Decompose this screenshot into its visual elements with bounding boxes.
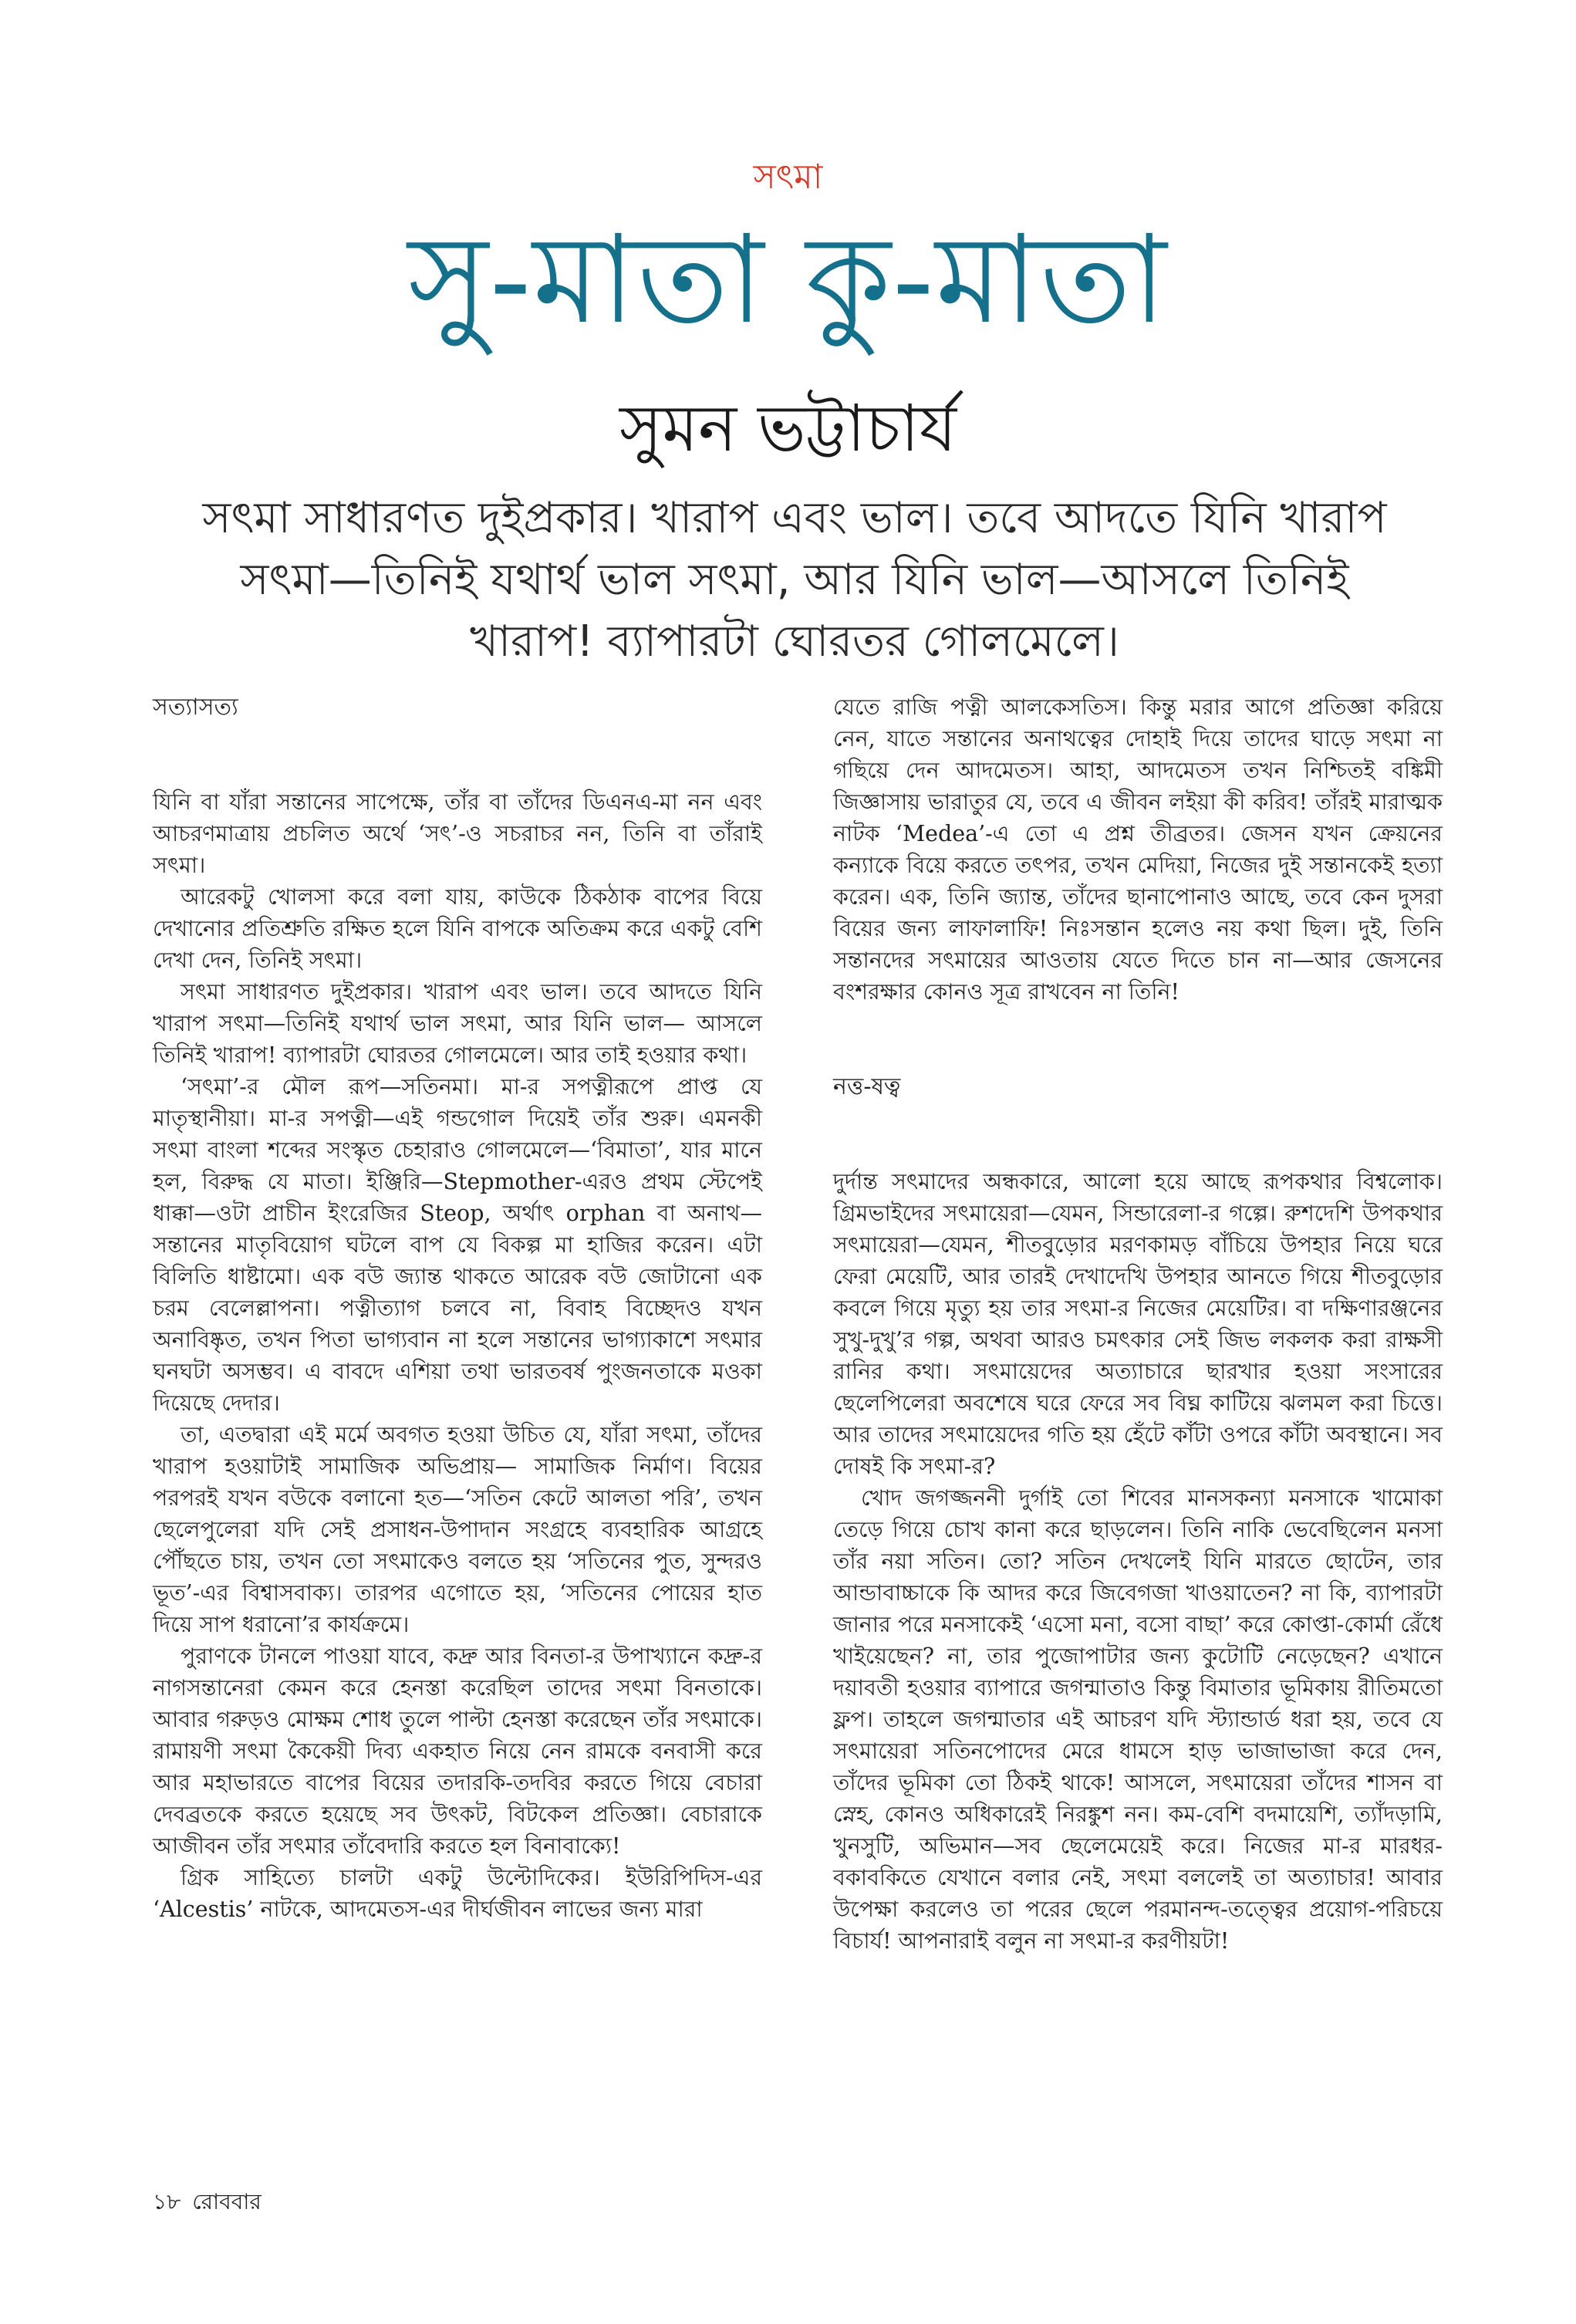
article-title: সু-মাতা কু-মাতা: [407, 209, 1169, 351]
page-footer: [153, 2185, 262, 2221]
paragraph: সৎমা সাধারণত দুইপ্রকার। খারাপ এবং ভাল। তবে আদতে যিনি খারাপ সৎমা—তিনিই যথার্থ ভাল সৎমা, আর যিনি ভাল— আসলে তিনিই খারাপ! ব্যাপারটা ঘোরতর গোলমেলে। আর তাই হওয়ার কথা।: [153, 979, 762, 1068]
left-subhead: সত্যাসত্য: [153, 694, 238, 721]
article-author: সুমন ভট্টাচার্য: [619, 390, 957, 466]
paragraph: দুর্দান্ত সৎমাদের অন্ধকারে, আলো হয়ে আছে রূপকথার বিশ্বলোক। গ্রিমভাইদের সৎমায়েরা—যেমন, সিন্ডারেলা-র গল্পে। রুশদেশি উপকথার সৎমায়েরা—যেমন, শীতবুড়োর মরণকামড় বাঁচিয়ে উপহার নিয়ে ঘরে ফেরা মেয়েটি, আর তারই দেখাদেখি উপহার আনতে গিয়ে শীতবুড়োর কবলে গিয়ে মৃত্যু হয় তার সৎমা-র নিজের মেয়েটির। বা দক্ষিণারঞ্জনের সুখু-দুখু’র গল্প, অথবা আরও চমৎকার সেই জিভ লকলক করা রাক্ষসী রানির কথা। সৎমায়েদের অত্যাচারে ছারখার হওয়া সংসারের ছেলেপিলেরা অবশেষে ঘরে ফেরে সব বিঘ্ন কাটিয়ে ঝলমল করা চিত্তে। আর তাদের সৎমায়েদের গতি হয় হেঁটে কাঁটা ওপরে কাঁটা অবস্থানে। সব দোষই কি সৎমা-র?: [833, 1169, 1443, 1479]
left-column: [153, 691, 762, 1925]
paragraph: খোদ জগজ্জননী দুর্গাই তো শিবের মানসকন্যা মনসাকে খামোকা তেড়ে গিয়ে চোখ কানা করে ছাড়লেন। তিনি নাকি ভেবেছিলেন মনসা তাঁর নয়া সতিন। তো? সতিন দেখলেই যিনি মারতে ছোটেন, তার আন্ডাবাচ্চাকে কি আদর করে জিবেগজা খাওয়াতেন? না কি, ব্যাপারটা জানার পরে মনসাকেই ‘এসো মনা, বসো বাছা’ করে কোপ্তা-কোর্মা রেঁধে খাইয়েছেন? না, তার পুজোপাটার জন্য কুটোটি নেড়েছেন? এখানে দয়াবতী হওয়ার ব্যাপারে জগন্মাতাও কিন্তু বিমাতার ভূমিকায় রীতিমতো ফ্লপ। তাহলে জগন্মাতার এই আচরণ যদি স্ট্যান্ডার্ড ধরা হয়, তবে যে সৎমায়েরা সতিনপোদের মেরে ধামসে হাড় ভাজাভাজা করে দেন, তাঁদের ভূমিকা তো ঠিকই থাকে! আসলে, সৎমায়েরা তাঁদের শাসন বা স্নেহ, কোনও অধিকারেই নিরঙ্কুশ নন। কম-বেশি বদমায়েশি, ত্যাঁদড়ামি, খুনসুটি, অভিমান—সব ছেলেমেয়েই করে। নিজের মা-র মারধর-বকাবকিতে যেখানে বলার নেই, সৎমা বললেই তা অত্যাচার! আবার উপেক্ষা করলেও তা পরের ছেলে পরমানন্দ-তত্ত্বের প্রয়োগ-পরিচয়ে বিচার্য! আপনারাই বলুন না সৎমা-র করণীয়টা!: [833, 1485, 1443, 1954]
section-kicker: সৎমা: [753, 157, 823, 197]
paragraph: যেতে রাজি পত্নী আলকেসতিস। কিন্তু মরার আগে প্রতিজ্ঞা করিয়ে নেন, যাতে সন্তানের অনাথত্বের দোহাই দিয়ে তাদের ঘাড়ে সৎমা না গছিয়ে দেন আদমেতস। আহা, আদমেতস তখন নিশ্চিতই বঙ্কিমী জিজ্ঞাসায় ভারাতুর যে, তবে এ জীবন লইয়া কী করিব! তাঁরই মারাত্মক নাটক ‘Medea’-এ তো এ প্রশ্ন তীব্রতর। জেসন যখন ক্রেয়নের কন্যাকে বিয়ে করতে তৎপর, তখন মেদিয়া, নিজের দুই সন্তানকেই হত্যা করেন। এক, তিনি জ্যান্ত, তাঁদের ছানাপোনাও আছে, তবে কেন দুসরা বিয়ের জন্য লাফালাফি! নিঃসন্তান হলেও নয় কথা ছিল। দুই, তিনি সন্তানদের সৎমায়ের আওতায় যেতে দিতে চান না—আর জেসনের বংশরক্ষার কোনও সূত্র রাখবেন না তিনি!: [833, 694, 1443, 1005]
article-standfirst: সৎমা সাধারণত দুইপ্রকার। খারাপ এবং ভাল। তবে আদতে যিনি খারাপ সৎমা—তিনিই যথার্থ ভাল সৎমা, আর যিনি ভাল—আসলে তিনিই খারাপ! ব্যাপারটা ঘোরতর গোলমেলে।: [202, 493, 1387, 667]
paragraph: গ্রিক সাহিত্যে চালটা একটু উল্টোদিকের। ইউরিপিদিস-এর ‘Alcestis’ নাটকে, আদমেতস-এর দীর্ঘজীবন লাভের জন্য মারা: [153, 1865, 762, 1922]
paragraph: পুরাণকে টানলে পাওয়া যাবে, কদ্রু আর বিনতা-র উপাখ্যানে কদ্রু-র নাগসন্তানেরা কেমন করে হেনস্তা করেছিল তাদের সৎমা বিনতাকে। আবার গরুড়ও মোক্ষম শোধ তুলে পাল্টা হেনস্তা করেছেন তাঁর সৎমাকে। রামায়ণী সৎমা কৈকেয়ী দিব্য একহাত নিয়ে নেন রামকে বনবাসী করে আর মহাভারতে বাপের বিয়ের তদারকি-তদবির করতে গিয়ে বেচারা দেবব্রতকে করতে হয়েছে সব উৎকট, বিটকেল প্রতিজ্ঞা। বেচারাকে আজীবন তাঁর সৎমার তাঁবেদারি করতে হল বিনাবাক্যে!: [153, 1643, 762, 1859]
paragraph: ‘সৎমা’-র মৌল রূপ—সতিনমা। মা-র সপত্নীরূপে প্রাপ্ত যে মাতৃস্থানীয়া। মা-র সপত্নী—এই গন্ডগোল দিয়েই তাঁর শুরু। এমনকী সৎমা বাংলা শব্দের সংস্কৃত চেহারাও গোলমেলে—‘বিমাতা’, যার মানে হল, বিরুদ্ধ যে মাতা। ইঞ্জিরি—Stepmother-এরও প্রথম স্টেপেই ধাক্কা—ওটা প্রাচীন ইংরেজির Steop, অর্থাৎ orphan বা অনাথ—সন্তানের মাতৃবিয়োগ ঘটলে বাপ যে বিকল্প মা হাজির করেন। এটা বিলিতি ধাষ্টামো। এক বউ জ্যান্ত থাকতে আরেক বউ জোটানো এক চরম বেলেল্লাপনা। পত্নীত্যাগ চলবে না, বিবাহ বিচ্ছেদও যখন অনাবিষ্কৃত, তখন পিতা ভাগ্যবান না হলে সন্তানের ভাগ্যাকাশে সৎমার ঘনঘটা অসম্ভব। এ বাবদে এশিয়া তথা ভারতবর্ষ পুংজনতাকে মওকা দিয়েছে দেদার।: [153, 1074, 762, 1416]
publication-name: রোববার: [192, 2189, 262, 2214]
paragraph: যিনি বা যাঁরা সন্তানের সাপেক্ষে, তাঁর বা তাঁদের ডিএনএ-মা নন এবং আচরণমাত্রায় প্রচলিত অর্থে ‘সৎ’-ও সচরাচর নন, তিনি বা তাঁরাই সৎমা।: [153, 789, 762, 878]
page-number: ১৮: [153, 2189, 181, 2214]
paragraph: তা, এতদ্বারা এই মর্মে অবগত হওয়া উচিত যে, যাঁরা সৎমা, তাঁদের খারাপ হওয়াটাই সামাজিক অভিপ্রায়— সামাজিক নির্মাণ। বিয়ের পরপরই যখন বউকে বলানো হত—‘সতিন কেটে আলতা পরি’, তখন ছেলেপুলেরা যদি সেই প্রসাধন-উপাদান সংগ্রহে ব্যবহারিক আগ্রহে পৌঁছতে চায়, তখন তো সৎমাকেও বলতে হয় ‘সতিনের পুত, সুন্দরও ভূত’-এর বিশ্বাসবাক্য। তারপর এগোতে হয়, ‘সতিনের পোয়ের হাত দিয়ে সাপ ধরানো’র কার্যক্রমে।: [153, 1422, 762, 1637]
right-column: [833, 691, 1443, 1957]
paragraph: আরেকটু খোলসা করে বলা যায়, কাউকে ঠিকঠাক বাপের বিয়ে দেখানোর প্রতিশ্রুতি রক্ষিত হলে যিনি বাপকে অতিক্রম করে একটু বেশি দেখা দেন, তিনিই সৎমা।: [153, 884, 762, 973]
right-subhead: নত্ত-ষত্ব: [833, 1073, 901, 1100]
